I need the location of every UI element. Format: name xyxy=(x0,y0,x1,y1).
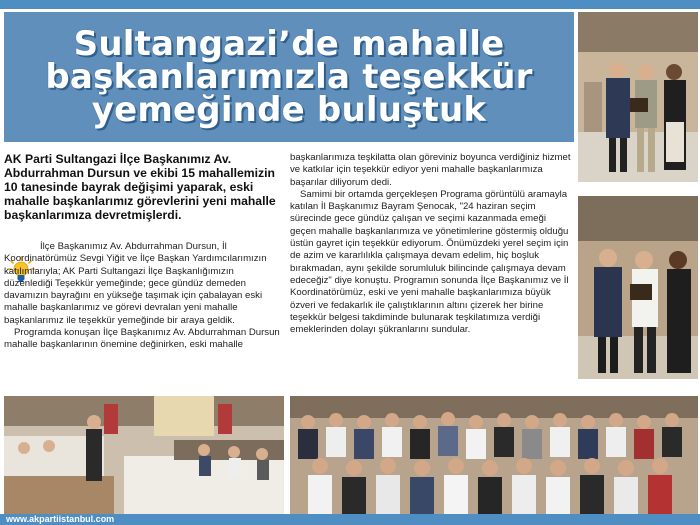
footer-bar xyxy=(0,514,700,525)
headline-line-3: yemeğinde buluştuk xyxy=(91,89,487,130)
article-paragraph: başkanlarımıza teşkilatta olan göreviniz boyunca verdiğiniz hizmet ve katkılar için teşekkür ediyor yeni mahalle başkanlarımıza başarılar diliyorum dedi. xyxy=(290,152,571,188)
article-column-2 xyxy=(290,152,572,336)
lead-paragraph: AK Parti Sultangazi İlçe Başkanımız Av. Abdurrahman Dursun ve ekibi 15 mahallemizin 10 tanesinde bayrak değişimi yaparak, eski mahalle başkanlarımız görevlerini yeni mahalle başkanlarımıza devretmişlerdi. xyxy=(4,152,276,222)
photo-certificate-presentation-2 xyxy=(578,196,698,379)
article-column-1 xyxy=(4,241,282,352)
headline-line-1: Sultangazi’de mahalle xyxy=(73,23,505,64)
article-paragraph: Samimi bir ortamda gerçekleşen Programa görüntülü aramayla katılan İl Başkanımız Bayram Şenocak, "24 haziran seçim sürecinde gece gündüz çalışan ve seçimi kazanmada emeği geçen mahalle başkanlarımıza ve yönetimlerine göstermiş olduğu üstün gayret için teşekkür ediyorum. Önümüzdeki yerel seçim için de azim ve kararlılıkla çalışmaya devam edelim, hiç boşluk bırakmadan, aynı şekilde sorumluluk bilincinde çalışmaya devam edeceğiz" diye konuştu. Programın sonunda İlçe Başkanımız ve İl Koordinatörümüz, eski ve yeni mahalle başkanlarımıza büyük özveri ve fedakarlık ile çalıştıklarının altını çizerek her birine teşekkür belgesi takdiminde bulunarak teşkilatımıza verdiği emeklerinden dolayı şükranlarını sundular. xyxy=(290,188,569,336)
headline-line-2: başkanlarımızla teşekkür xyxy=(45,56,533,97)
article-paragraph: Programda konuşan İlçe Başkanımız Av. Abdurrahman Dursun mahalle başkanlarının önemine değinirken, eski mahalle xyxy=(4,327,280,351)
photo-group xyxy=(290,396,698,514)
photo-certificate-presentation-1 xyxy=(578,12,698,182)
article-paragraph: İlçe Başkanımız Av. Abdurrahman Dursun, İl Koordinatörümüz Sevgi Yiğit ve İlçe Başkan Yardımcılarımızın katılımlarıyla; AK Parti Sultangazi İlçe Başkanlığımızın düzenlediği Teşekkür yemeğinde; gece gündüz demeden davamızın bayrağını en yükseğe taşımak için çabalayan eski mahalle başkanlarımız ve görevi devralan yeni mahalle başkanlarımız ile teşekkür yemeğinde bir araya geldik. xyxy=(4,241,267,326)
headline xyxy=(45,23,533,130)
footer-website-url: www.akpartiistanbul.com xyxy=(6,514,115,524)
headline-banner xyxy=(4,12,574,142)
photo-dinner-hall xyxy=(4,396,284,514)
top-color-bar xyxy=(0,0,700,9)
